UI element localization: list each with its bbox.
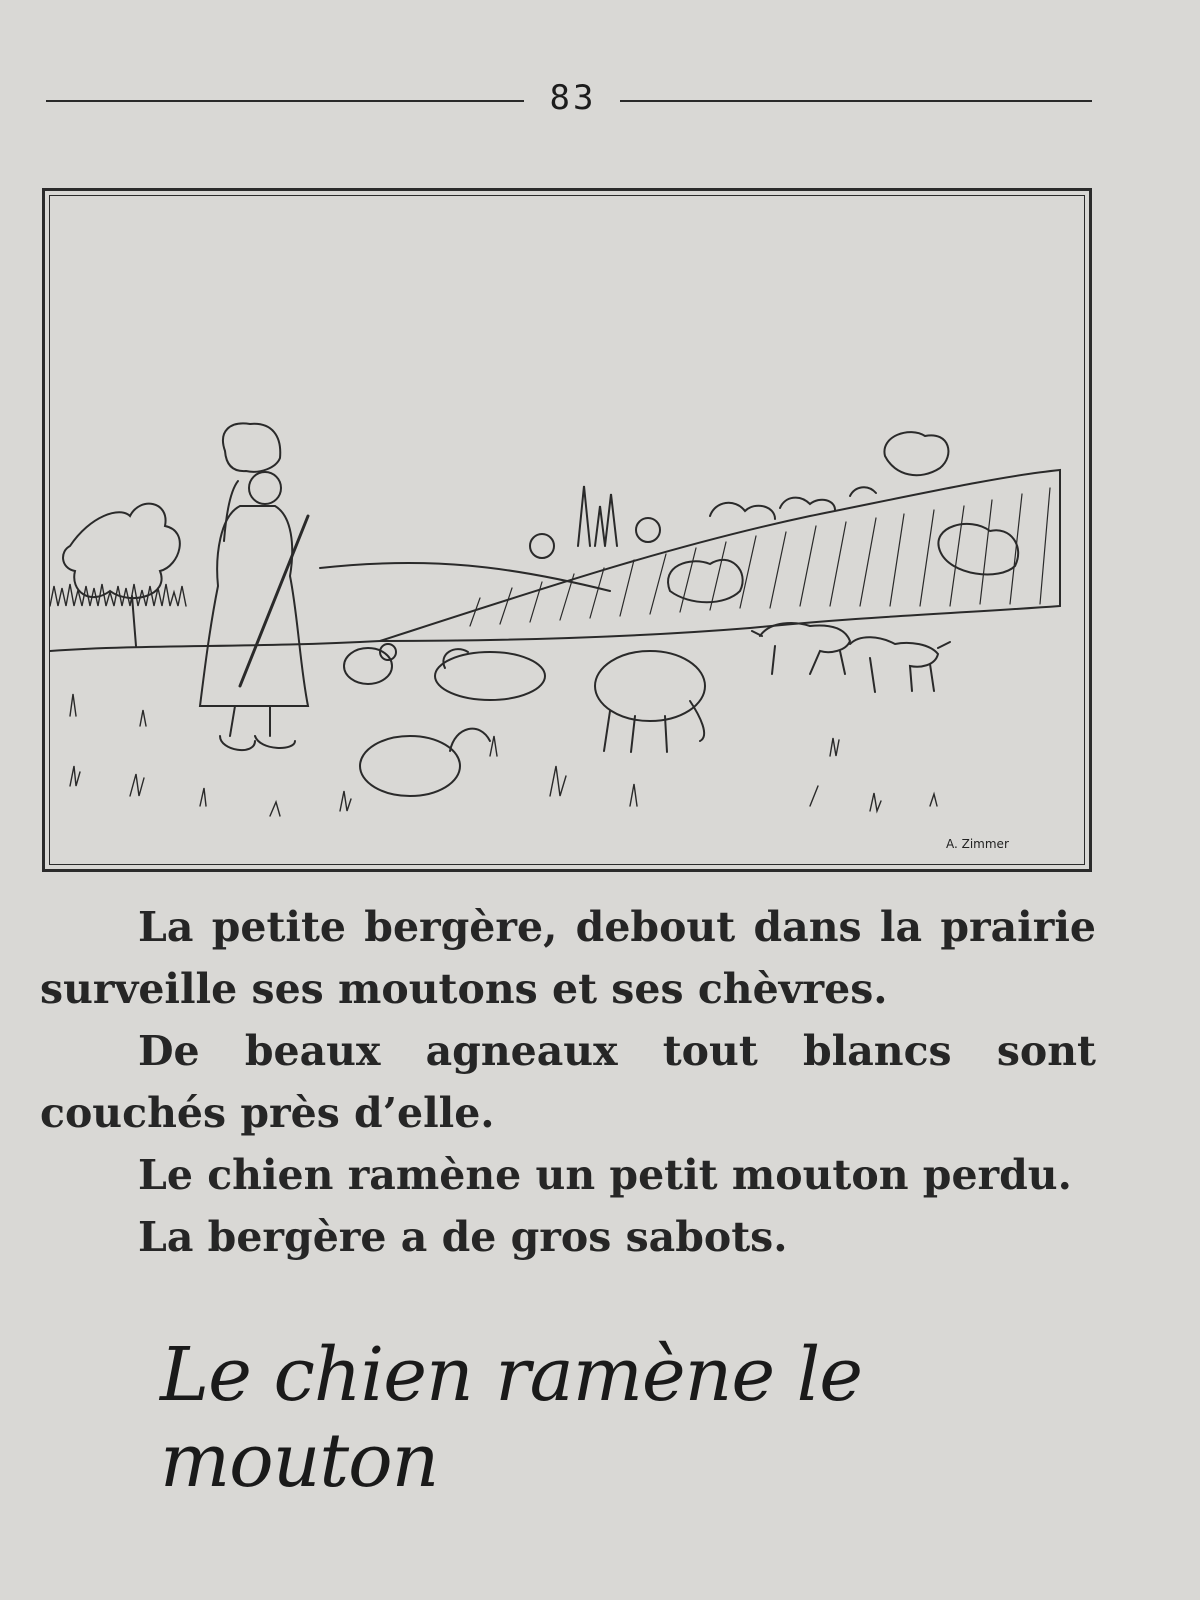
illustrator-signature: A. Zimmer xyxy=(946,837,1009,851)
lamb-small xyxy=(344,644,396,684)
paragraph-2: De beaux agneaux tout blancs sont couchés près d’elle. xyxy=(40,1027,1096,1137)
header-rule-left xyxy=(46,100,524,102)
reading-text xyxy=(40,896,1096,1268)
cursive-handwriting-line: Le chien ramène le mouton xyxy=(160,1332,863,1504)
paragraph-1: La petite bergère, debout dans la prairie surveille ses moutons et ses chèvres. xyxy=(40,903,1096,1013)
big-hill xyxy=(380,470,1060,641)
shepherdess-figure xyxy=(200,423,308,750)
dog-one xyxy=(752,623,850,674)
dog-two xyxy=(850,637,950,692)
far-hill xyxy=(320,563,610,591)
tree-left xyxy=(63,504,180,598)
tree-far-right xyxy=(884,432,948,475)
page-number: 83 xyxy=(549,78,597,118)
church-spires xyxy=(578,486,617,546)
paragraph-3: Le chien ramène un petit mouton perdu. xyxy=(138,1151,1072,1199)
lamb-lying xyxy=(435,649,545,700)
header-rule-right xyxy=(620,100,1092,102)
sheep-grazing xyxy=(595,651,705,752)
lamb-front xyxy=(360,729,490,796)
shepherdess-illustration xyxy=(50,196,1084,864)
paragraph-4: La bergère a de gros sabots. xyxy=(138,1213,788,1261)
